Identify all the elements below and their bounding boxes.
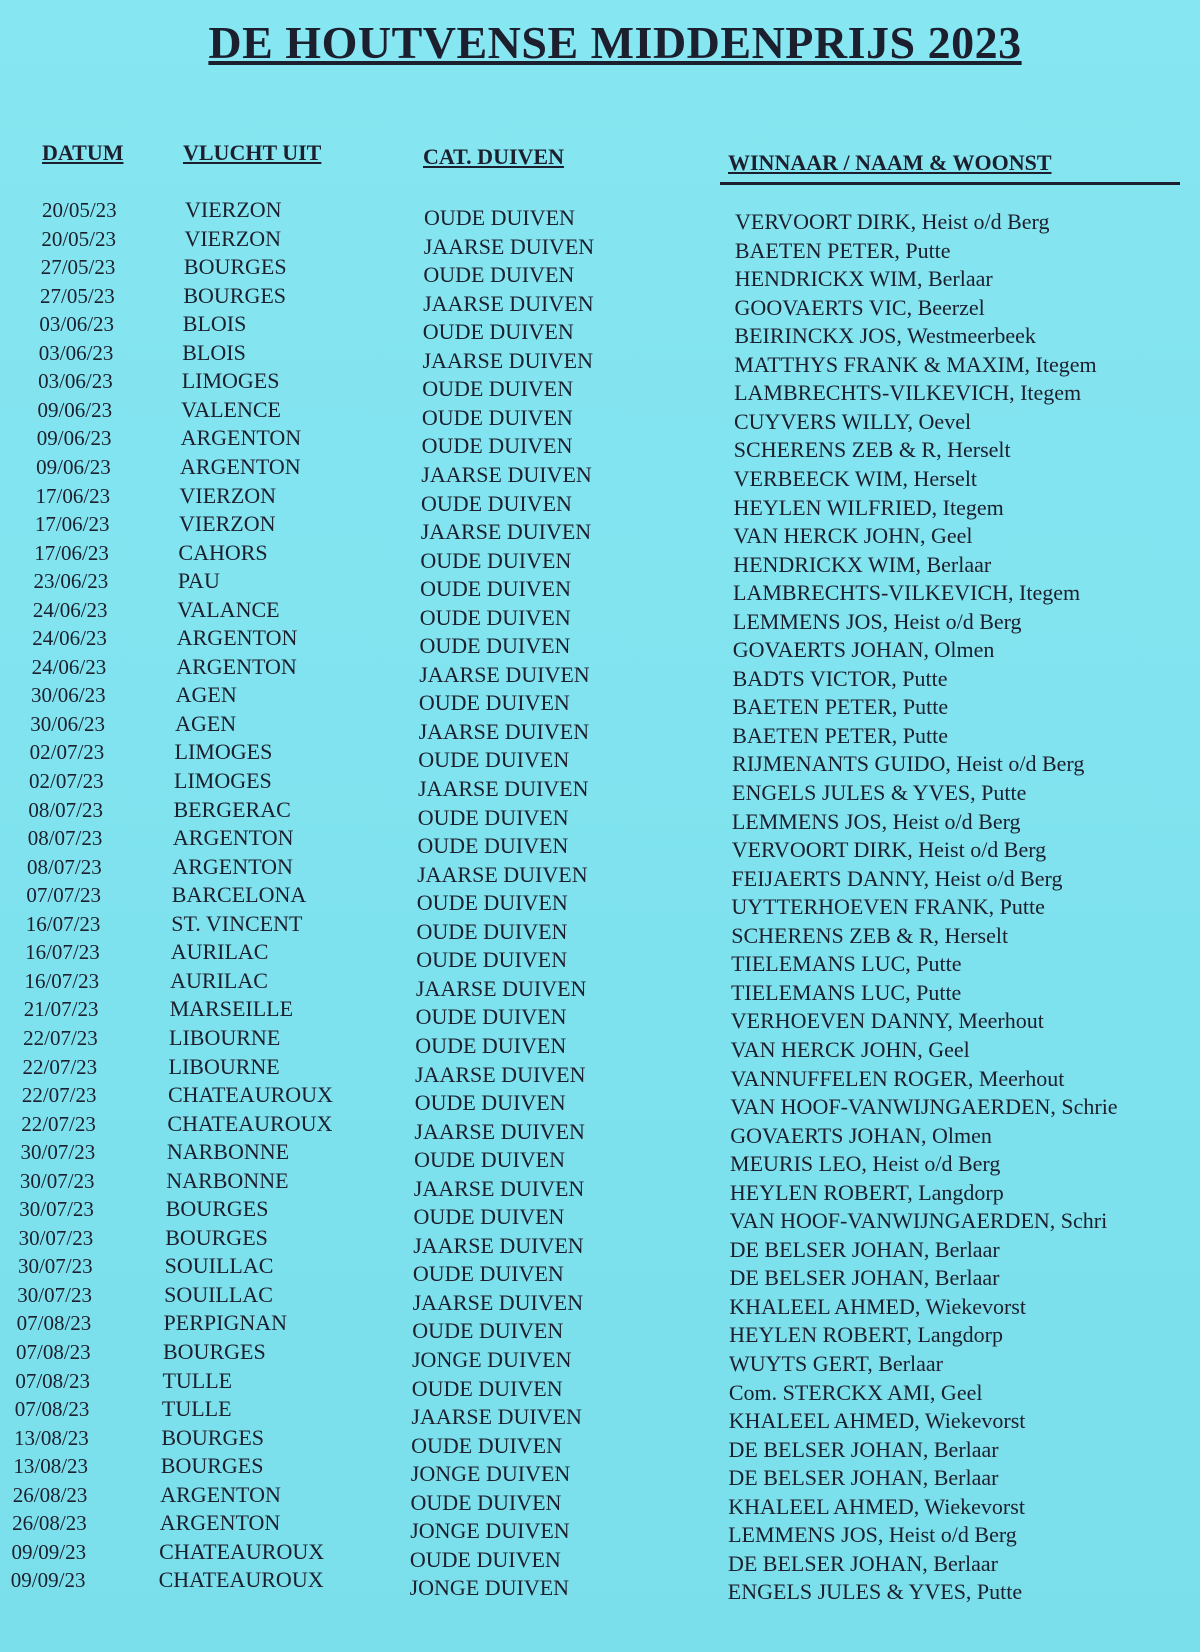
row-flight: BOURGES <box>163 1339 266 1364</box>
row-winner: GOVAERTS JOHAN, Olmen <box>732 637 995 663</box>
row-category: JAARSE DUIVEN <box>415 1061 586 1087</box>
row-flight: BOURGES <box>165 1196 269 1222</box>
table-row <box>0 1247 1200 1291</box>
row-category: OUDE DUIVEN <box>414 1090 566 1116</box>
row-winner: ENGELS JULES & YVES, Putte <box>727 1579 1023 1605</box>
table-row <box>0 849 1200 891</box>
table-row <box>0 1076 1200 1120</box>
row-winner: TIELEMANS LUC, Putte <box>730 979 962 1005</box>
row-flight: LIMOGES <box>174 739 273 765</box>
row-category: JAARSE DUIVEN <box>417 861 588 887</box>
row-date: 13/08/23 <box>13 1454 89 1479</box>
row-date: 22/07/23 <box>21 1083 97 1108</box>
row-date: 30/07/23 <box>17 1254 93 1279</box>
row-flight: AGEN <box>175 682 237 708</box>
row-flight: VIERZON <box>179 482 277 508</box>
row-date: 13/08/23 <box>14 1425 89 1450</box>
row-winner: DE BELSER JOHAN, Berlaar <box>728 1465 999 1491</box>
table-row <box>0 1446 1200 1491</box>
row-category: JAARSE DUIVEN <box>415 975 587 1001</box>
table-row <box>0 537 1200 577</box>
row-winner: HEYLEN ROBERT, Langdorp <box>729 1179 1004 1205</box>
row-category: JAARSE DUIVEN <box>418 718 590 744</box>
row-flight: CHATEAUROUX <box>167 1110 333 1136</box>
column-header-vlucht: VLUCHT UIT <box>183 140 322 165</box>
row-date: 20/05/23 <box>41 226 117 251</box>
column-header-cat: CAT. DUIVEN <box>423 144 564 169</box>
table-row <box>0 1048 1200 1091</box>
row-category: OUDE DUIVEN <box>421 404 573 430</box>
table-row <box>0 366 1200 406</box>
row-flight: ARGENTON <box>172 853 293 879</box>
row-category: JAARSE DUIVEN <box>418 776 589 801</box>
row-winner: SCHERENS ZEB & R, Herselt <box>731 922 1009 948</box>
table-row <box>0 281 1200 320</box>
row-winner: DE BELSER JOHAN, Berlaar <box>729 1236 1000 1262</box>
row-date: 30/06/23 <box>30 683 106 708</box>
table-row <box>0 1389 1200 1434</box>
row-flight: ARGENTON <box>160 1481 281 1507</box>
table-row <box>0 1474 1200 1519</box>
column-header-winnaar: WINNAAR / NAAM & WOONST <box>728 150 1052 175</box>
table-row <box>0 736 1200 777</box>
row-category: JONGE DUIVEN <box>412 1347 572 1372</box>
row-flight: CHATEAUROUX <box>158 1567 324 1593</box>
row-date: 09/06/23 <box>37 397 113 422</box>
row-winner: VERBEECK WIM, Herselt <box>733 465 978 491</box>
row-winner: VANNUFFELEN ROGER, Meerhout <box>730 1065 1065 1091</box>
row-flight: LIBOURNE <box>169 1024 281 1050</box>
row-winner: LEMMENS JOS, Heist o/d Berg <box>728 1522 1017 1548</box>
table-row <box>0 1332 1200 1376</box>
row-category: JAARSE DUIVEN <box>413 1175 585 1201</box>
row-date: 30/07/23 <box>18 1225 94 1250</box>
row-date: 17/06/23 <box>35 483 111 508</box>
row-winner: VAN HERCK JOHN, Geel <box>730 1036 970 1062</box>
row-date: 03/06/23 <box>38 340 114 365</box>
row-flight: BOURGES <box>183 282 287 308</box>
row-flight: ST. VINCENT <box>171 910 303 936</box>
row-category: OUDE DUIVEN <box>418 690 570 716</box>
table-row <box>0 650 1200 691</box>
row-date: 24/06/23 <box>32 597 108 622</box>
row-flight: ARGENTON <box>180 425 302 451</box>
table-row <box>0 1133 1200 1177</box>
row-winner: TIELEMANS LUC, Putte <box>731 951 962 977</box>
row-flight: TULLE <box>162 1367 233 1393</box>
row-date: 08/07/23 <box>27 826 103 851</box>
table-row <box>0 338 1200 377</box>
row-winner: GOVAERTS JOHAN, Olmen <box>730 1122 992 1148</box>
row-date: 24/06/23 <box>32 626 107 651</box>
row-winner: BEIRINCKX JOS, Westmeerbeek <box>734 323 1036 349</box>
row-date: 16/07/23 <box>25 911 101 936</box>
row-category: OUDE DUIVEN <box>424 205 575 230</box>
row-category: OUDE DUIVEN <box>412 1318 564 1344</box>
table-row <box>0 594 1200 634</box>
row-category: JONGE DUIVEN <box>410 1461 571 1487</box>
table-row <box>0 480 1200 520</box>
table-row <box>0 253 1200 292</box>
row-category: OUDE DUIVEN <box>415 1004 567 1030</box>
row-category: JAARSE DUIVEN <box>414 1118 585 1144</box>
table-row <box>0 1020 1200 1062</box>
row-category: JAARSE DUIVEN <box>423 290 594 316</box>
table-row <box>0 934 1200 977</box>
row-category: OUDE DUIVEN <box>420 576 572 602</box>
row-flight: LIMOGES <box>181 368 280 394</box>
row-date: 17/06/23 <box>34 540 109 565</box>
row-winner: BAETEN PETER, Putte <box>734 237 951 263</box>
table-row <box>0 821 1200 863</box>
row-date: 26/08/23 <box>12 1482 88 1507</box>
row-category: OUDE DUIVEN <box>420 547 572 573</box>
row-flight: SOUILLAC <box>164 1253 274 1279</box>
row-date: 08/07/23 <box>28 797 104 822</box>
row-date: 22/07/23 <box>23 1025 98 1050</box>
row-date: 03/06/23 <box>39 312 115 337</box>
row-category: OUDE DUIVEN <box>418 747 570 773</box>
row-date: 27/05/23 <box>40 255 116 280</box>
row-winner: WUYTS GERT, Berlaar <box>729 1351 943 1376</box>
row-flight: LIBOURNE <box>168 1053 280 1079</box>
row-flight: BOURGES <box>161 1424 265 1450</box>
row-date: 30/07/23 <box>17 1282 92 1307</box>
row-winner: HEYLEN WILFRIED, Itegem <box>733 494 1004 520</box>
table-row <box>0 196 1200 234</box>
row-flight: PERPIGNAN <box>163 1310 288 1336</box>
row-flight: AURILAC <box>170 967 268 993</box>
row-date: 08/07/23 <box>27 854 102 879</box>
table-row <box>0 395 1200 434</box>
row-date: 16/07/23 <box>25 940 100 965</box>
table-row <box>0 1218 1200 1262</box>
row-date: 02/07/23 <box>29 740 105 765</box>
row-date: 03/06/23 <box>38 369 113 394</box>
row-winner: VERVOORT DIRK, Heist o/d Berg <box>735 209 1050 234</box>
header-divider <box>720 182 1180 185</box>
row-date: 22/07/23 <box>21 1111 96 1136</box>
row-winner: BAETEN PETER, Putte <box>732 722 949 748</box>
row-category: OUDE DUIVEN <box>422 319 574 345</box>
row-winner: HENDRICKX WIM, Berlaar <box>733 551 992 577</box>
row-category: OUDE DUIVEN <box>421 433 573 459</box>
table-row <box>0 1105 1200 1148</box>
row-date: 24/06/23 <box>31 654 107 679</box>
table-row <box>0 224 1200 263</box>
row-flight: CAHORS <box>178 539 268 565</box>
row-winner: MATTHYS FRANK & MAXIM, Itegem <box>734 351 1097 377</box>
row-flight: BLOIS <box>182 311 247 337</box>
table-row <box>0 1162 1200 1205</box>
row-winner: VAN HOOF-VANWIJNGAERDEN, Schri <box>729 1208 1108 1234</box>
row-flight: BOURGES <box>183 254 287 280</box>
row-date: 22/07/23 <box>22 1054 98 1079</box>
table-row <box>0 1502 1200 1548</box>
row-flight: TULLE <box>161 1396 232 1422</box>
row-date: 30/07/23 <box>19 1197 94 1222</box>
table-row <box>0 679 1200 720</box>
row-winner: CUYVERS WILLY, Oevel <box>733 408 972 434</box>
row-winner: VERHOEVEN DANNY, Meerhout <box>730 1008 1044 1034</box>
row-winner: RIJMENANTS GUIDO, Heist o/d Berg <box>732 751 1085 777</box>
row-category: OUDE DUIVEN <box>413 1204 565 1230</box>
column-header-datum: DATUM <box>42 140 124 165</box>
row-category: JAARSE DUIVEN <box>413 1232 584 1258</box>
row-category: JAARSE DUIVEN <box>423 233 595 259</box>
row-winner: GOOVAERTS VIC, Beerzel <box>734 294 985 320</box>
row-winner: SCHERENS ZEB & R, Herselt <box>733 437 1011 463</box>
row-category: OUDE DUIVEN <box>419 633 571 659</box>
row-category: OUDE DUIVEN <box>421 490 572 516</box>
row-category: JAARSE DUIVEN <box>422 347 593 373</box>
row-flight: BLOIS <box>182 339 246 365</box>
row-category: OUDE DUIVEN <box>412 1261 564 1287</box>
row-date: 09/06/23 <box>36 454 111 479</box>
row-winner: LEMMENS JOS, Heist o/d Berg <box>732 608 1022 634</box>
row-flight: VALENCE <box>181 396 281 422</box>
row-flight: ARGENTON <box>172 825 294 851</box>
row-flight: PAU <box>177 568 220 594</box>
row-winner: MEURIS LEO, Heist o/d Berg <box>730 1151 1001 1177</box>
row-flight: MARSEILLE <box>169 996 294 1022</box>
row-category: OUDE DUIVEN <box>410 1489 562 1515</box>
row-date: 07/08/23 <box>16 1311 92 1336</box>
row-date: 09/09/23 <box>10 1568 86 1593</box>
row-winner: VAN HERCK JOHN, Geel <box>733 523 973 549</box>
row-date: 07/08/23 <box>15 1368 91 1393</box>
row-date: 21/07/23 <box>23 997 99 1022</box>
row-category: OUDE DUIVEN <box>415 1032 567 1058</box>
row-flight: ARGENTON <box>176 653 297 679</box>
row-flight: LIMOGES <box>174 768 272 793</box>
row-flight: VALANCE <box>177 596 280 622</box>
table-row <box>0 565 1200 606</box>
table-row <box>0 1417 1200 1462</box>
row-flight: CHATEAUROUX <box>167 1082 333 1108</box>
row-winner: KHALEEL AHMED, Wiekevorst <box>728 1493 1025 1519</box>
row-winner: LAMBRECHTS-VILKEVICH, Itegem <box>734 380 1082 406</box>
row-category: OUDE DUIVEN <box>416 947 568 973</box>
table-row <box>0 991 1200 1034</box>
table-row <box>0 508 1200 549</box>
row-category: JAARSE DUIVEN <box>420 519 592 545</box>
row-date: 17/06/23 <box>34 512 110 537</box>
row-flight: ARGENTON <box>159 1510 281 1536</box>
row-winner: DE BELSER JOHAN, Berlaar <box>729 1265 1000 1291</box>
row-date: 16/07/23 <box>24 968 100 993</box>
row-date: 07/08/23 <box>14 1397 90 1422</box>
row-flight: NARBONNE <box>166 1139 290 1165</box>
document-title: DE HOUTVENSE MIDDENPRIJS 2023 <box>208 17 1022 68</box>
table-row <box>0 878 1200 920</box>
table-row <box>0 963 1200 1005</box>
row-winner: BADTS VICTOR, Putte <box>732 665 948 691</box>
row-date: 02/07/23 <box>29 769 104 793</box>
row-winner: BAETEN PETER, Putte <box>732 694 949 720</box>
row-flight: BOURGES <box>165 1224 268 1250</box>
row-winner: DE BELSER JOHAN, Berlaar <box>727 1550 999 1576</box>
row-flight: SOUILLAC <box>164 1281 273 1307</box>
table-row <box>0 707 1200 748</box>
row-category: JAARSE DUIVEN <box>421 461 592 487</box>
row-winner: LAMBRECHTS-VILKEVICH, Itegem <box>733 580 1081 606</box>
row-flight: CHATEAUROUX <box>159 1538 325 1564</box>
table-row <box>0 310 1200 349</box>
table-row <box>0 1275 1200 1319</box>
row-winner: VERVOORT DIRK, Heist o/d Berg <box>731 837 1047 863</box>
row-flight: AGEN <box>175 710 237 736</box>
table-row <box>0 1190 1200 1234</box>
row-flight: ARGENTON <box>176 625 298 651</box>
table-row <box>0 452 1200 491</box>
table-row <box>0 1531 1200 1576</box>
row-flight: VIERZON <box>185 197 282 222</box>
row-date: 20/05/23 <box>42 198 117 222</box>
row-category: OUDE DUIVEN <box>419 604 571 630</box>
row-date: 26/08/23 <box>12 1511 87 1536</box>
row-category: JAARSE DUIVEN <box>411 1404 582 1430</box>
row-category: OUDE DUIVEN <box>411 1375 563 1401</box>
row-category: JONGE DUIVEN <box>410 1518 570 1544</box>
row-category: OUDE DUIVEN <box>416 918 568 944</box>
row-winner: HENDRICKX WIM, Berlaar <box>734 266 993 292</box>
row-date: 07/08/23 <box>16 1340 91 1364</box>
row-date: 07/07/23 <box>26 883 102 908</box>
row-category: OUDE DUIVEN <box>422 376 574 402</box>
table-row <box>0 1559 1200 1605</box>
table-row <box>0 792 1200 834</box>
row-flight: NARBONNE <box>166 1167 289 1193</box>
table-row <box>0 423 1200 463</box>
row-winner: KHALEEL AHMED, Wiekevorst <box>728 1408 1026 1434</box>
row-winner: FEIJAERTS DANNY, Heist o/d Berg <box>731 865 1063 891</box>
row-category: JAARSE DUIVEN <box>419 661 590 687</box>
row-date: 30/07/23 <box>20 1140 96 1165</box>
row-flight: BARCELONA <box>171 882 307 908</box>
row-date: 30/06/23 <box>30 711 105 736</box>
row-category: OUDE DUIVEN <box>414 1147 566 1173</box>
row-flight: BERGERAC <box>173 796 291 822</box>
row-category: OUDE DUIVEN <box>411 1432 563 1458</box>
row-winner: DE BELSER JOHAN, Berlaar <box>728 1436 999 1462</box>
table-row <box>0 1360 1200 1405</box>
row-winner: VAN HOOF-VANWIJNGAERDEN, Schrie <box>730 1094 1118 1120</box>
row-category: OUDE DUIVEN <box>423 262 575 288</box>
table-row <box>0 906 1200 948</box>
row-winner: LEMMENS JOS, Heist o/d Berg <box>731 808 1021 834</box>
row-winner: UYTTERHOEVEN FRANK, Putte <box>731 894 1045 920</box>
row-date: 30/07/23 <box>19 1168 95 1193</box>
table-row <box>0 1304 1200 1348</box>
row-category: OUDE DUIVEN <box>417 833 569 859</box>
table-row <box>0 622 1200 663</box>
row-winner: HEYLEN ROBERT, Langdorp <box>729 1322 1003 1348</box>
row-winner: KHALEEL AHMED, Wiekevorst <box>729 1293 1026 1319</box>
row-date: 27/05/23 <box>40 283 115 308</box>
row-category: JAARSE DUIVEN <box>412 1289 584 1315</box>
row-date: 23/06/23 <box>33 569 109 594</box>
row-flight: ARGENTON <box>180 453 301 479</box>
table-row <box>0 764 1200 805</box>
row-flight: AURILAC <box>170 939 269 965</box>
row-category: OUDE DUIVEN <box>417 804 569 830</box>
row-category: JONGE DUIVEN <box>409 1575 570 1601</box>
row-category: OUDE DUIVEN <box>409 1546 561 1572</box>
row-flight: BOURGES <box>160 1453 264 1479</box>
row-date: 09/06/23 <box>36 426 112 451</box>
row-category: OUDE DUIVEN <box>416 890 568 916</box>
row-winner: Com. STERCKX AMI, Geel <box>728 1379 983 1405</box>
row-date: 09/09/23 <box>11 1539 87 1564</box>
table-header <box>0 140 1200 184</box>
row-flight: VIERZON <box>184 225 281 251</box>
row-flight: VIERZON <box>178 511 276 537</box>
row-winner: ENGELS JULES & YVES, Putte <box>732 780 1027 805</box>
